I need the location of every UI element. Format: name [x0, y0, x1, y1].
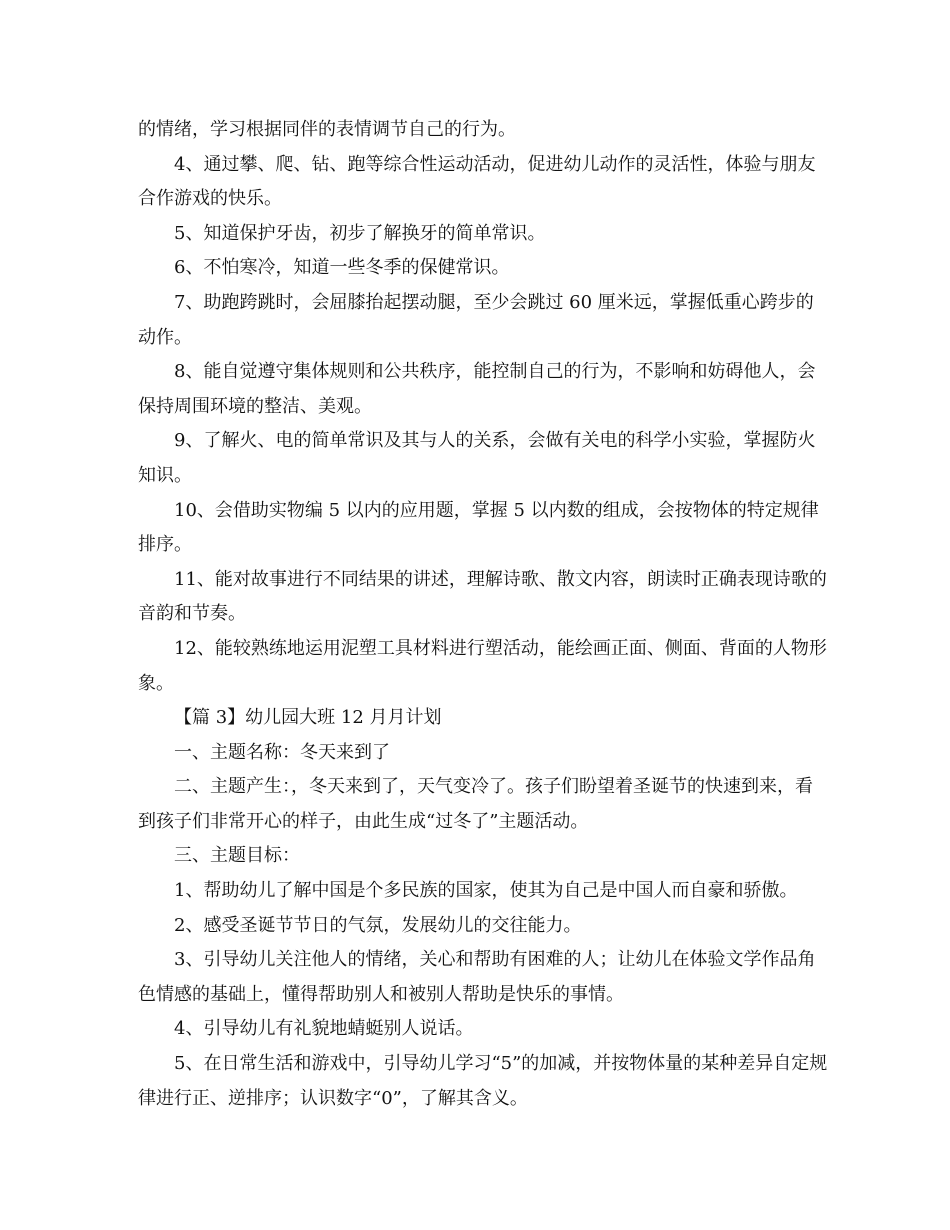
paragraph-continuation: 的情绪，学习根据同伴的表情调节自己的行为。 — [138, 119, 516, 140]
paragraph-item-9: 9、了解火、电的简单常识及其与人的关系，会做有关电的科学小实验，掌握防火知识。 — [138, 430, 816, 486]
paragraph-item-4: 4、通过攀、爬、钻、跑等综合性运动活动，促进幼儿动作的灵活性，体验与朋友合作游戏的快乐。 — [138, 153, 816, 210]
paragraph-item-12: 12、能较熟练地运用泥塑工具材料进行塑活动，能绘画正面、侧面、背面的人物形象。 — [138, 637, 827, 694]
theme-goals-heading: 三、主题目标： — [174, 845, 300, 867]
paragraph-item-11: 11、能对故事进行不同结果的讲述，理解诗歌、散文内容，朗读时正确表现诗歌的音韵和节奏。 — [138, 568, 827, 625]
paragraph-item-5: 5、知道保护牙齿，初步了解换牙的简单常识。 — [174, 222, 546, 244]
goal-item-5: 5、在日常生活和游戏中，引导幼儿学习“5”的加减，并按物体量的某种差异自定规律进行正、逆排序；认识数字“0”，了解其含义。 — [138, 1053, 828, 1109]
theme-name: 一、主题名称：冬天来到了 — [174, 741, 390, 763]
paragraph-item-8: 8、能自觉遵守集体规则和公共秩序，能控制自己的行为，不影响和妨碍他人，会保持周围环境的整洁、美观。 — [138, 361, 816, 417]
document-body — [138, 113, 828, 1116]
paragraph-item-10: 10、会借助实物编 5 以内的应用题，掌握 5 以内数的组成，会按物体的特定规律排序。 — [138, 499, 819, 556]
paragraph-item-7: 7、助跑跨跳时，会屈膝抬起摆动腿，至少会跳过 60 厘米远，掌握低重心跨步的动作。 — [138, 291, 814, 348]
section-heading: 【篇 3】幼儿园大班 12 月月计划 — [174, 707, 442, 729]
goal-item-2: 2、感受圣诞节节日的气氛，发展幼儿的交往能力。 — [174, 914, 582, 936]
goal-item-3: 3、引导幼儿关注他人的情绪，关心和帮助有困难的人；让幼儿在体验文学作品角色情感的基础上，懂得帮助别人和被别人帮助是快乐的事情。 — [138, 949, 816, 1005]
goal-item-1: 1、帮助幼儿了解中国是个多民族的国家，使其为自己是中国人而自豪和骄傲。 — [174, 880, 798, 902]
theme-origin: 二、主题产生：，冬天来到了，天气变冷了。孩子们盼望着圣诞节的快速到来，看到孩子们非常开心的样子，由此生成“过冬了”主题活动。 — [138, 776, 813, 832]
paragraph-item-6: 6、不怕寒冷，知道一些冬季的保健常识。 — [174, 257, 510, 279]
goal-item-4: 4、引导幼儿有礼貌地蜻蜓别人说话。 — [174, 1018, 474, 1040]
